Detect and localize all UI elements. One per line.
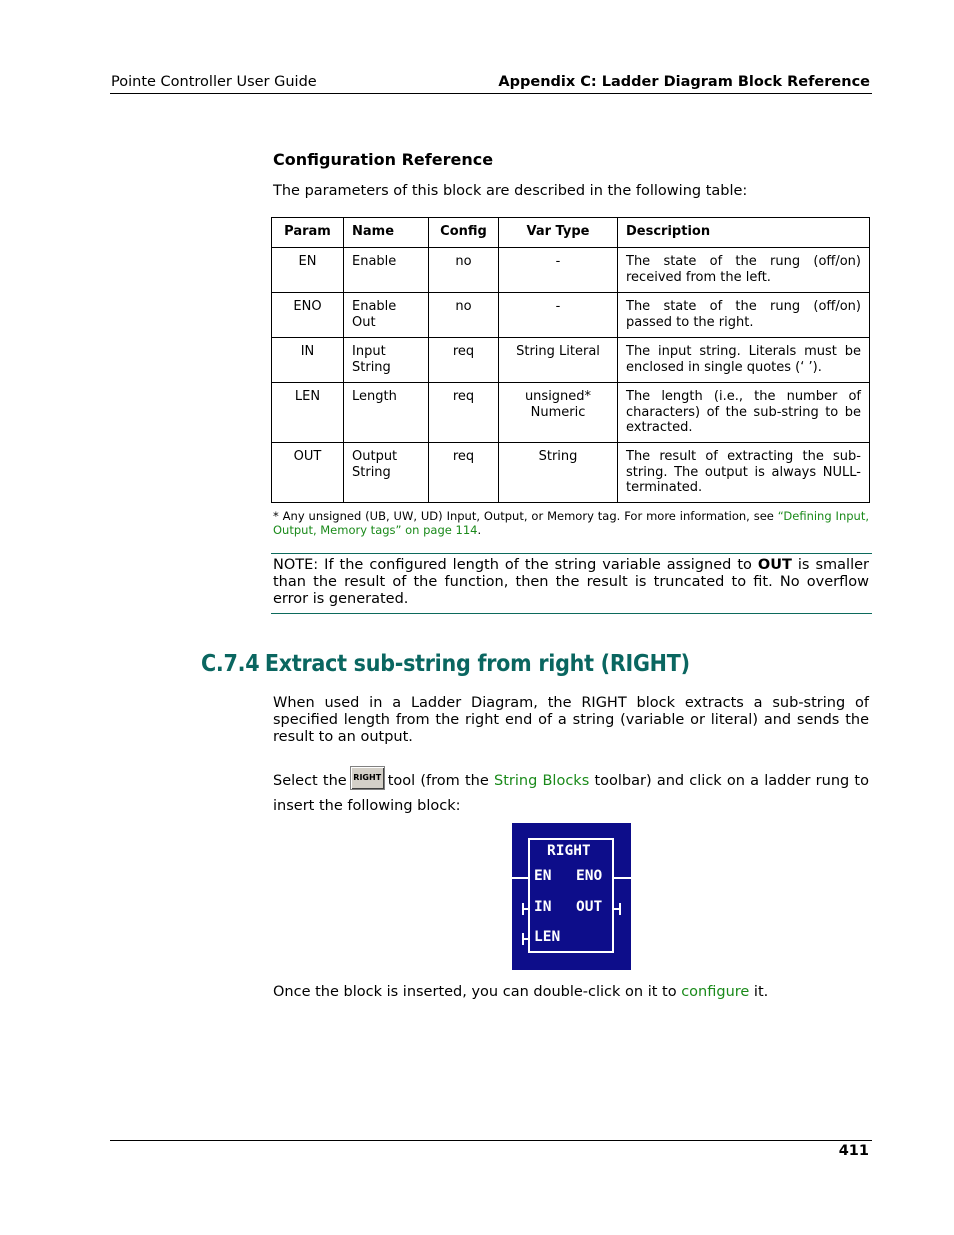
table-row [272,338,870,383]
cell-var-type: unsigned* Numeric [499,383,618,443]
cell-var-type: String [499,443,618,503]
table-intro: The parameters of this block are described in the following table: [273,183,748,199]
cell-name: Output String [344,443,429,503]
note-bottom-rule [271,613,872,614]
configure-paragraph [273,984,768,1001]
footer-rule [110,1140,872,1141]
footnote-text: * Any unsigned (UB, UW, UD) Input, Output, or Memory tag. For more information, see [273,509,778,523]
note-text [273,557,869,608]
table-row [272,293,870,338]
rung-right-line [614,877,631,879]
cell-var-type: - [499,293,618,338]
cell-description: The state of the rung (off/on) passed to the right. [618,293,870,338]
cell-config: req [429,338,499,383]
table-header-row [272,218,870,248]
section-heading [201,651,690,677]
cell-var-type: - [499,248,618,293]
running-header-title: Pointe Controller User Guide [111,74,317,90]
block-pin-in: IN [534,899,552,915]
block-title: RIGHT [547,843,591,859]
cell-config: no [429,293,499,338]
cell-param: LEN [272,383,344,443]
cell-name: Enable Out [344,293,429,338]
col-header-var-type: Var Type [499,218,618,248]
note-post: is smaller than the result of the function, then the result is truncated to fit. No overflow error is generated. [273,557,869,607]
string-blocks-link[interactable]: String Blocks [494,773,590,789]
parameter-table [271,217,870,503]
page-number: 411 [838,1143,869,1159]
instruction-mid: tool (from the [387,773,494,789]
cell-var-type: String Literal [499,338,618,383]
col-header-description: Description [618,218,870,248]
cell-param: EN [272,248,344,293]
configure-pre: Once the block is inserted, you can double-click on it to [273,984,682,1000]
block-pin-eno: ENO [576,868,603,884]
right-tool-button[interactable]: RIGHT [350,766,385,790]
col-header-param: Param [272,218,344,248]
configure-post: it. [749,984,769,1000]
configure-link[interactable]: configure [681,984,750,1000]
header-rule [110,93,872,94]
len-pin-tick [522,933,524,945]
cell-config: no [429,248,499,293]
cell-name: Enable [344,248,429,293]
in-pin-tick [522,903,524,915]
block-pin-out: OUT [576,899,603,915]
cell-config: req [429,443,499,503]
configuration-reference-heading: Configuration Reference [273,150,494,169]
note-pre: NOTE: If the configured length of the string variable assigned to [273,557,758,573]
note-top-rule [271,553,872,554]
out-pin-tick [619,903,621,915]
rung-left-line [512,877,528,879]
instruction-post: toolbar) and click on a ladder rung to insert the following block: [273,773,869,814]
footnote-link[interactable]: “Defining Input, Output, Memory tags” on page 114 [273,509,869,537]
block-pin-len: LEN [534,929,561,945]
col-header-config: Config [429,218,499,248]
note-bold-term: OUT [757,557,792,573]
description-paragraph: When used in a Ladder Diagram, the RIGHT block extracts a sub-string of specified length from the right end of a string (variable or literal) and sends the result to an output. [273,695,869,745]
footnote-end: . [477,523,482,537]
table-footnote [273,509,869,537]
instruction-pre: Select the [273,773,347,789]
right-block-diagram [512,823,631,970]
cell-description: The length (i.e., the number of characters) of the sub-string to be extracted. [618,383,870,443]
col-header-name: Name [344,218,429,248]
section-number: C.7.4 [201,651,260,677]
running-header-chapter: Appendix C: Ladder Diagram Block Reference [498,74,870,90]
table-row [272,443,870,503]
table-row [272,248,870,293]
cell-description: The state of the rung (off/on) received from the left. [618,248,870,293]
cell-description: The result of extracting the sub-string. The output is always NULL-terminated. [618,443,870,503]
block-pin-en: EN [534,868,552,884]
cell-name: Length [344,383,429,443]
cell-param: IN [272,338,344,383]
cell-param: OUT [272,443,344,503]
cell-config: req [429,383,499,443]
instruction-paragraph [273,773,869,815]
cell-description: The input string. Literals must be enclosed in single quotes (‘ ’). [618,338,870,383]
table-row [272,383,870,443]
section-title: Extract sub-string from right (RIGHT) [264,651,690,677]
cell-name: Input String [344,338,429,383]
cell-param: ENO [272,293,344,338]
